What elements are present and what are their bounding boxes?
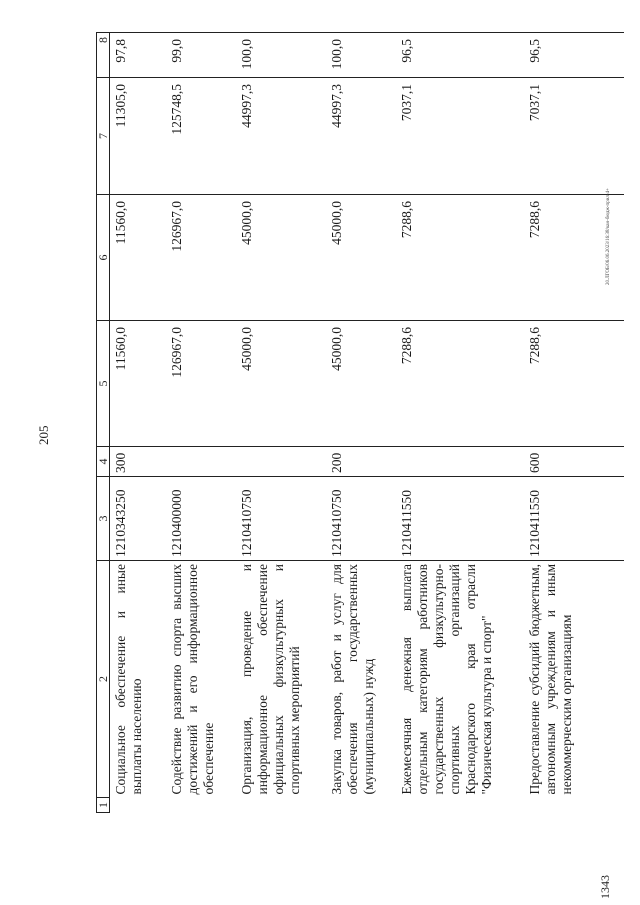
column-header-8: 8 [97,33,110,78]
row-amount-6: 11560,0 [110,195,166,321]
table-row [396,33,524,813]
row-amount-5: 126967,0 [166,321,236,447]
row-code: 1210343250 [110,477,166,561]
column-header-5: 5 [97,321,110,447]
row-type: 200 [326,447,396,477]
row-name: Закупка товаров, работ и услуг для обеспечения государственных (муниципальных) нужд [326,561,396,798]
row-amount-7: 44997,3 [326,78,396,195]
table-row [524,33,624,813]
row-amount-6: 7288,6 [396,195,524,321]
column-header-2: 2 [97,561,110,798]
table-row [326,33,396,813]
row-amount-5: 45000,0 [236,321,326,447]
row-percent: 96,5 [396,33,524,78]
row-amount-6: 7288,6 [524,195,624,321]
row-amount-7: 11305,0 [110,78,166,195]
row-amount-7: 7037,1 [524,78,624,195]
row-amount-7: 125748,5 [166,78,236,195]
row-percent: 100,0 [326,33,396,78]
table-row [166,33,236,813]
row-type [166,447,236,477]
row-amount-5: 7288,6 [396,321,524,447]
row-amount-7: 44997,3 [236,78,326,195]
column-header-3: 3 [97,477,110,561]
table-row [236,33,326,813]
column-header-6: 6 [97,195,110,321]
row-type: 300 [110,447,166,477]
row-type [236,447,326,477]
row-amount-7: 7037,1 [396,78,524,195]
row-amount-6: 126967,0 [166,195,236,321]
table-row [110,33,166,813]
row-code: 1210400000 [166,477,236,561]
column-header-1: 1 [97,798,110,813]
row-percent: 99,0 [166,33,236,78]
row-name: Предоставление субсидий бюджетным, автономным учреждениям и иным некоммерческим организациям [524,561,624,798]
budget-table [96,32,624,813]
row-name: Ежемесячная денежная выплата отдельным категориям работников государственных физкультурно-спортивных организаций Краснодарского края отрасли "Физическая культура и спорт" [396,561,524,798]
row-code: 1210411550 [524,477,624,561]
row-name: Организация, проведение и информационное обеспечение официальных физкультурных и спортивных мероприятий [236,561,326,798]
header-row [97,33,110,813]
row-amount-6: 45000,0 [326,195,396,321]
row-name: Содействие развитию спорта высших достижений и его информационное обеспечение [166,561,236,798]
row-percent: 96,5 [524,33,624,78]
column-header-4: 4 [97,447,110,477]
row-amount-5: 7288,6 [524,321,624,447]
row-type: 600 [524,447,624,477]
row-type [396,447,524,477]
page-number: 205 [36,425,51,445]
row-percent: 97,8 [110,33,166,78]
column-header-7: 7 [97,78,110,195]
row-code: 1210410750 [326,477,396,561]
row-code: 1210411550 [396,477,524,561]
row-amount-6: 45000,0 [236,195,326,321]
row-code: 1210410750 [236,477,326,561]
row-amount-5: 45000,0 [326,321,396,447]
row-percent: 100,0 [236,33,326,78]
sheet-number: 1343 [598,875,612,899]
row-amount-5: 11560,0 [110,321,166,447]
footer-code: 20.ЛГОБ/06.06.2023/16:38/кан-бюдж-прил-4+ [606,188,611,285]
row-name: Социальное обеспечение и иные выплаты населению [110,561,166,798]
